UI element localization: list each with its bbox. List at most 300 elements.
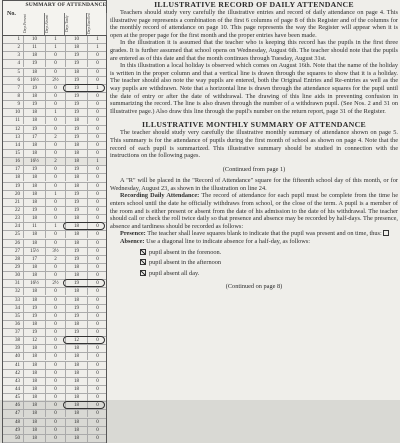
summary-cell: 17 [23,134,45,141]
summary-cell: 19 [65,77,87,84]
summary-row [3,44,106,52]
summary-cell: 0 [87,427,107,434]
summary-cell: 37 [15,330,20,336]
summary-row [3,305,106,313]
number-column-label: No. [7,11,16,17]
summary-cell: 18 [65,370,87,377]
summary-row [3,402,106,410]
summary-row [3,231,106,239]
summary-cell: 19 [65,52,87,59]
summary-cell: 0 [45,101,65,108]
summary-cell: 0 [87,223,107,230]
summary-cell: 11 [15,118,20,124]
summary-row [3,362,106,370]
summary-cell: 47 [15,411,20,417]
summary-cell: 0 [87,191,107,198]
summary-cell: 18 [23,142,45,149]
paragraph-holiday: In this illustration a local holiday is observed which comes on August 16th. Note that the name of the holiday is written in the proper column and that a vertical line is drawn through the squares to show that it is a holiday. The teacher should also note the way pupils are entered, both the Original Entries and Re-entries as well as the way pupils are withdrawn. Note that a horizontal line is drawn through the attendance squares for the pupil until the date of entry or after the date of withdrawal. The drawing of this line aids in preventing confusion in summarizing the record. The line is also drawn through the number of a withdrawn pupil. (See Nos. 2 and 31 on Illustrative page.) Also draw this line through the pupil's number on the return report, page 31 of the Register. [110,62,398,115]
summary-cell: 18 [65,264,87,271]
paragraph-monthly-summary: The teacher should study very carefully the illustrative monthly summary of attendance shown on page 5. This summary is for the attendance of pupils during the first month of school as shown on page 4. Note that the record of each pupil is summarized. This illustrative summary should be studied in connection with the instructions on the following pages. [110,129,398,160]
summary-row [3,142,106,150]
summary-row [3,280,106,288]
absence-body: Use a diagonal line to indicate absence for a half-day, as follows: [146,238,311,246]
summary-title: SUMMARY OF ATTENDANCE [25,2,107,8]
summary-cell: 44 [15,387,20,393]
summary-cell: 18 [23,69,45,76]
circled-mark-icon [63,222,105,230]
summary-row [3,378,106,386]
summary-cell: 19 [65,60,87,67]
summary-cell: 19 [23,60,45,67]
summary-cell: 1 [45,36,65,43]
summary-cell: 18 [65,378,87,385]
summary-cell: 0 [87,435,107,442]
absence-lead: Absence: [120,238,145,246]
continued-on-note: (Continued on page 8) [225,283,283,291]
summary-cell: 0 [45,402,65,409]
summary-cell: 0 [45,126,65,133]
summary-cell: 19 [65,126,87,133]
summary-cell: 18 [65,223,87,230]
summary-cell: 18 [23,378,45,385]
summary-cell: 17 [15,167,20,173]
summary-cell: 45 [15,395,20,401]
instructions-text [110,0,398,400]
summary-cell: 0 [87,109,107,116]
summary-cell: 0 [45,52,65,59]
summary-cell: 18 [65,215,87,222]
summary-cell: 18 [65,272,87,279]
summary-cell: 18 [65,69,87,76]
summary-cell: 0 [87,256,107,263]
summary-cell: 12 [23,337,45,344]
summary-cell: 0 [45,85,65,92]
summary-row [3,134,106,142]
summary-cell: 19 [23,207,45,214]
summary-row [3,150,106,158]
summary-row [3,85,106,93]
paragraph-grades: In the illustration it is assumed that the teacher who is keeping this record has the pupils in the first three grades. It is further assumed that school opens on Wednesday, August 6th. The teacher should note that the pupils are entered as of this date and that the month continues through Tuesday, August 31st. [110,39,398,62]
summary-cell: 41 [15,362,20,368]
recording-body: The record of attendance for each pupil must be complete from the time he enters school until the date he officially withdraws from school, or the close of the term. A pupil is a member of the room and is either present or absent from the date of his admission to the date of his withdrawal. The teacher should call or check the roll twice daily so that presence and absence may be recorded by half-days. The presence, absence and tardiness should be recorded as follows: [110,192,398,230]
summary-cell: 18 [65,183,87,190]
summary-cell: 0 [87,264,107,271]
summary-cell: 18 [65,362,87,369]
blank-square-icon [383,230,389,236]
summary-row [3,223,106,231]
summary-cell: 18 [23,215,45,222]
summary-cell: 42 [15,370,20,376]
summary-cell: 18 [23,231,45,238]
summary-cell: 15 [15,150,20,156]
summary-cell: 10 [23,36,45,43]
summary-cell: 24 [15,224,20,230]
summary-cell: 19 [15,183,20,189]
summary-cell: 0 [87,215,107,222]
summary-cell: 30 [15,273,20,279]
summary-row [3,126,106,134]
summary-cell: 18 [23,321,45,328]
summary-cell: 17 [23,256,45,263]
summary-cell: 0 [87,329,107,336]
summary-cell: 18 [65,297,87,304]
summary-cell: 1 [87,36,107,43]
summary-cell: 18 [23,402,45,409]
summary-row [3,248,106,256]
summary-cell: 19 [65,134,87,141]
summary-row [3,321,106,329]
summary-cell: 0 [45,337,65,344]
summary-cell: 12 [15,126,20,132]
recording-lead: Recording Daily Attendance: [120,192,200,200]
summary-cell: 18 [65,386,87,393]
summary-row [3,174,106,182]
summary-cell: 16½ [23,280,45,287]
summary-cell: 43 [15,378,20,384]
summary-cell: 0 [87,69,107,76]
summary-cell: 48 [15,419,20,425]
summary-cell: 0 [45,419,65,426]
summary-cell: 0 [45,288,65,295]
summary-cell: 0 [87,280,107,287]
summary-cell: 36 [15,321,20,327]
summary-row [3,207,106,215]
summary-cell: 50 [15,435,20,441]
summary-cell: 0 [87,231,107,238]
summary-cell: 19 [65,93,87,100]
summary-cell: 16 [15,159,20,165]
summary-cell: 18 [65,44,87,51]
summary-cell: 18 [65,174,87,181]
summary-cell: 5 [17,69,20,75]
column-days-present: Days Present [23,13,45,35]
summary-cell: 27 [15,248,20,254]
summary-row [3,166,106,174]
summary-cell: 19 [65,191,87,198]
summary-row [3,52,106,60]
summary-cell: 0 [45,60,65,67]
presence-body: The teacher shall leave squares blank to indicate that the pupil was present and on time, thus: [147,230,382,238]
summary-table-header [2,0,107,36]
circled-mark-icon [63,401,105,409]
summary-cell: 1 [87,85,107,92]
summary-cell: 18 [65,142,87,149]
summary-cell: 18 [23,386,45,393]
summary-cell: 0 [87,402,107,409]
summary-cell: 10 [65,36,87,43]
summary-row [3,101,106,109]
summary-cell: 34 [15,305,20,311]
summary-cell: 0 [45,174,65,181]
summary-cell: 28 [15,256,20,262]
paragraph-presence [110,230,398,238]
summary-cell: 18 [23,183,45,190]
summary-cell: 18 [65,394,87,401]
paragraph-absence [110,238,398,246]
summary-cell: 0 [45,207,65,214]
summary-cell: 18 [65,427,87,434]
option-label: pupil absent in the afternoon [149,259,222,267]
summary-rows [2,36,107,443]
summary-cell: 0 [87,77,107,84]
summary-cell: 1 [45,191,65,198]
summary-cell: 19 [65,109,87,116]
summary-cell: 0 [87,150,107,157]
summary-cell: 0 [87,248,107,255]
summary-cell: 4 [17,61,20,67]
summary-cell: 18 [23,117,45,124]
summary-cell: 19 [65,313,87,320]
summary-cell: 18 [23,264,45,271]
summary-cell: 31 [15,281,20,287]
summary-row [3,69,106,77]
summary-cell: 0 [87,370,107,377]
summary-cell: 18 [65,321,87,328]
summary-cell: 3½ [45,248,65,255]
summary-cell: 0 [45,329,65,336]
summary-row [3,288,106,296]
summary-cell: 0 [87,313,107,320]
summary-cell: 20 [15,191,20,197]
summary-cell: 0 [87,207,107,214]
summary-cell: 0 [45,370,65,377]
summary-cell: 18 [23,240,45,247]
summary-cell: 18 [23,345,45,352]
summary-cell: 12 [65,337,87,344]
summary-row [3,183,106,191]
column-days-enrolled: Days Enrolled [87,13,107,35]
summary-cell: 18 [23,370,45,377]
summary-cell: 18 [65,402,87,409]
summary-cell: 0 [87,353,107,360]
summary-row [3,337,106,345]
summary-cell: 18 [23,362,45,369]
summary-row [3,264,106,272]
summary-cell: 22 [15,207,20,213]
summary-cell: 1 [45,109,65,116]
summary-row [3,117,106,125]
section-title-monthly-summary: ILLUSTRATIVE MONTHLY SUMMARY OF ATTENDANCE [141,120,367,130]
summary-cell: 0 [45,297,65,304]
summary-cell: 49 [15,427,20,433]
summary-cell: 0 [87,142,107,149]
summary-cell: 0 [87,386,107,393]
summary-cell: 0 [87,166,107,173]
summary-cell: 0 [87,288,107,295]
summary-cell: 14 [15,142,20,148]
summary-cell: 18 [23,93,45,100]
summary-cell: 19 [65,101,87,108]
summary-cell: 16½ [23,158,45,165]
summary-cell: 0 [45,240,65,247]
summary-cell: 0 [87,134,107,141]
summary-cell: 13 [15,134,20,140]
summary-cell: 0 [45,410,65,417]
diagonal-square-icon [140,249,146,255]
summary-cell: 11 [23,223,45,230]
summary-cell: 26 [15,240,20,246]
summary-cell: 2½ [45,280,65,287]
summary-cell: 1 [45,223,65,230]
summary-cell: 23 [15,216,20,222]
summary-cell: 6 [17,77,20,83]
summary-cell: 0 [45,386,65,393]
summary-cell: 18 [23,52,45,59]
summary-cell: 0 [87,419,107,426]
summary-cell: 19 [65,85,87,92]
summary-cell: 0 [87,410,107,417]
summary-cell: 0 [87,240,107,247]
summary-cell: 18 [23,288,45,295]
summary-cell: 0 [87,305,107,312]
summary-cell: 18 [23,427,45,434]
summary-cell: 0 [45,183,65,190]
summary-row [3,353,106,361]
summary-cell: 32 [15,289,20,295]
absence-option-forenoon [140,249,398,257]
summary-cell: 2 [45,256,65,263]
summary-cell: 0 [87,199,107,206]
summary-cell: 19 [23,85,45,92]
summary-cell: 18 [65,353,87,360]
summary-cell: 0 [87,117,107,124]
summary-cell: 19 [65,305,87,312]
summary-row [3,410,106,418]
summary-cell: 33 [15,297,20,303]
summary-cell: 46 [15,403,20,409]
summary-cell: 0 [45,264,65,271]
summary-cell: 19 [23,126,45,133]
summary-cell: 25 [15,232,20,238]
summary-cell: 0 [87,297,107,304]
summary-cell: 1 [87,158,107,165]
summary-cell: 0 [87,126,107,133]
summary-cell: 19 [23,101,45,108]
summary-cell: 19 [65,166,87,173]
summary-row [3,386,106,394]
summary-cell: 7 [17,85,20,91]
summary-cell: 0 [45,93,65,100]
summary-row [3,93,106,101]
summary-cell: 19 [65,248,87,255]
summary-cell: 1 [45,44,65,51]
diagonal-square-icon [140,270,146,276]
column-days-tardy: Days Tardy [65,13,87,35]
summary-cell: 0 [45,394,65,401]
summary-cell: 18 [23,191,45,198]
summary-cell: 19 [65,280,87,287]
summary-cell: 18 [65,345,87,352]
summary-row [3,419,106,427]
summary-cell: 0 [87,378,107,385]
summary-cell: 0 [87,60,107,67]
summary-cell: 38 [15,338,20,344]
summary-cell: 0 [45,321,65,328]
presence-lead: Presence: [120,230,146,238]
summary-cell: 18 [23,109,45,116]
summary-cell: 2 [45,158,65,165]
summary-cell: 40 [15,354,20,360]
summary-cell: 0 [87,183,107,190]
summary-cell: 0 [45,427,65,434]
summary-cell: 18 [65,158,87,165]
summary-cell: 0 [45,117,65,124]
summary-row [3,427,106,435]
summary-cell: 19 [23,166,45,173]
summary-cell: 0 [87,93,107,100]
summary-cell: 2½ [45,77,65,84]
summary-cell: 0 [87,101,107,108]
summary-cell: 19 [23,305,45,312]
circled-mark-icon [63,336,105,344]
summary-cell: 18 [23,394,45,401]
summary-cell: 18 [65,117,87,124]
summary-cell: 0 [45,231,65,238]
summary-cell: 0 [45,199,65,206]
paragraph-intro: Teachers should study very carefully the illustrative entries and record of daily attendance on page 4. This illustrative page represents a combination of the first 6 columns of page 8 of this Register and of the columns for the monthly record of attendance on page 10. This page represents the way the Register will appear when it is open at the proper page for the first month and the proper entries have been made. [110,9,398,39]
summary-cell: 18 [65,410,87,417]
diagonal-square-icon [140,259,146,265]
summary-cell: 1 [87,44,107,51]
summary-cell: 19 [65,256,87,263]
summary-row [3,199,106,207]
summary-row [3,370,106,378]
summary-cell: 21 [15,199,20,205]
summary-cell: 18 [23,272,45,279]
summary-cell: 18 [65,435,87,442]
absence-option-all-day [140,270,398,278]
summary-cell: 18 [15,175,20,181]
summary-row [3,313,106,321]
summary-cell: 0 [45,435,65,442]
summary-row [3,60,106,68]
summary-cell: 0 [45,215,65,222]
absence-option-afternoon [140,259,398,267]
summary-cell: 19 [23,329,45,336]
summary-cell: 0 [87,174,107,181]
circled-mark-icon [63,84,105,92]
summary-cell: 18 [65,288,87,295]
summary-cell: 0 [87,321,107,328]
summary-cell: 9 [17,102,20,108]
summary-cell: 0 [45,150,65,157]
summary-cell: 0 [45,353,65,360]
summary-cell: 0 [45,362,65,369]
option-label: pupil absent all day. [149,269,200,277]
summary-row [3,240,106,248]
summary-cell: 18 [65,240,87,247]
continued-from-note: (Continued from page 1) [222,165,286,173]
summary-cell: 0 [45,378,65,385]
summary-cell: 0 [45,272,65,279]
summary-row [3,36,106,44]
summary-cell: 18 [23,435,45,442]
summary-cell: 0 [87,362,107,369]
summary-cell: 18 [23,419,45,426]
summary-row [3,297,106,305]
summary-cell: 11 [23,44,45,51]
summary-cell: 18 [23,410,45,417]
summary-row [3,191,106,199]
summary-cell: 10 [15,110,20,116]
paragraph-recording [110,192,398,230]
summary-cell: 18 [23,150,45,157]
section-title-daily-attendance: ILLUSTRATIVE RECORD OF DAILY ATTENDANCE [154,0,354,9]
summary-cell: 0 [87,345,107,352]
summary-cell: 0 [87,272,107,279]
summary-row [3,435,106,443]
summary-cell: 18 [65,150,87,157]
